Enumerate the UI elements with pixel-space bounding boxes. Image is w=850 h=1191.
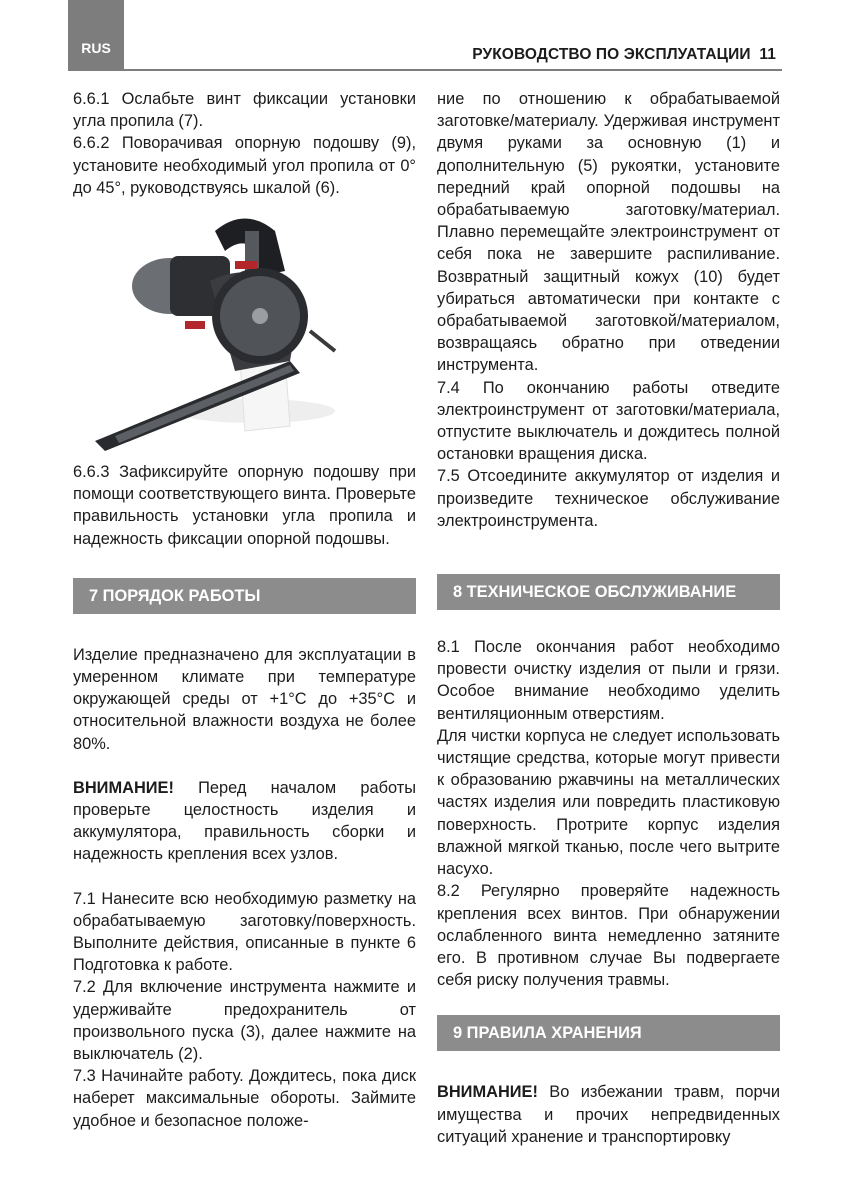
paragraph-6-6-1: 6.6.1 Ослабьте винт фиксации установки угла пропила (7). xyxy=(73,90,416,131)
header-divider xyxy=(68,69,782,71)
manual-title: РУКОВОДСТВО ПО ЭКСПЛУАТАЦИИ xyxy=(472,46,751,63)
paragraph-7-4: 7.4 По окончанию работы отведите электроинструмент от заготовки/материала, отпустите выключатель и дождитесь полной остановки вращения диска. xyxy=(437,378,780,464)
section-8-header: 8 ТЕХНИЧЕСКОЕ ОБСЛУЖИВАНИЕ xyxy=(437,574,780,610)
warning-label: ВНИМАНИЕ! xyxy=(73,778,174,797)
storage-warning-text: Во избежании травм, порчи имущества и прочих непредвиденных ситуаций хранение и транспортировку xyxy=(437,1083,780,1146)
section-7-header: 7 ПОРЯДОК РАБОТЫ xyxy=(73,578,416,614)
left-column xyxy=(73,88,416,1132)
paragraph-7-5: 7.5 Отсоедините аккумулятор от изделия и произведите техническое обслуживание электроинструмента. xyxy=(437,467,780,530)
paragraph-6-6-3: 6.6.3 Зафиксируйте опорную подошву при помощи соответствующего винта. Проверьте правильность установки угла пропила и надежность фиксации опорной подошвы. xyxy=(73,463,416,548)
paragraph-intro: Изделие предназначено для эксплуатации в умеренном климате при температуре окружающей среды от +1°С до +35°С и относительной влажности воздуха не более 80%. xyxy=(73,645,416,753)
paragraph-8-1: 8.1 После окончания работ необходимо провести очистку изделия от пыли и грязи. Особое внимание необходимо уделить вентиляционным отверстиям. xyxy=(437,638,780,723)
storage-warning-label: ВНИМАНИЕ! xyxy=(437,1083,538,1102)
paragraph-7-1: 7.1 Нанесите всю необходимую разметку на обрабатываемую заготовку/поверхность. Выполните действия, описанные в пункте 6 Подготовка к работе. xyxy=(73,889,416,975)
paragraph-7-3: 7.3 Начинайте работу. Дождитесь, пока диск наберет максимальные обороты. Займите удобное и безопасное положе- xyxy=(73,1067,416,1130)
language-label: RUS xyxy=(81,40,111,56)
page-number: 11 xyxy=(759,46,776,63)
paragraph-cleaning: Для чистки корпуса не следует использовать чистящие средства, которые могут привести к образованию ржавчины на металлических частях изделия или повредить пластиковую поверхность. Протрите корпус изделия влажной мягкой тканью, после чего вытрите насухо. xyxy=(437,726,781,879)
right-column xyxy=(437,88,780,1148)
paragraph-8-2: 8.2 Регулярно проверяйте надежность крепления всех винтов. При обнаружении ослабленного винта немедленно затяните его. В противном случае Вы подвергаете себя риску получения травмы. xyxy=(437,882,780,990)
language-tab xyxy=(68,0,124,70)
paragraph-7-2: 7.2 Для включение инструмента нажмите и удерживайте предохранитель от произвольного пуска (3), далее нажмите на выключатель (2). xyxy=(73,978,416,1064)
warning-paragraph xyxy=(73,777,416,866)
paragraph-7-3-cont: ние по отношению к обрабатываемой заготовке/материалу. Удерживая инструмент двумя руками за основную (1) и дополнительную (5) рукоятки, установите передний край опорной подошвы на обрабатываемую заготовку/материал. Плавно перемещайте электроинструмент от себя пока не завершите распиливание. Возвратный защитный кожух (10) будет убираться автоматически при контакте с обрабатываемой заготовкой/материалом, возвращаясь обратно при отведении инструмента. xyxy=(437,90,780,375)
paragraph-6-6-2: 6.6.2 Поворачивая опорную подошву (9), установите необходимый угол пропила от 0° до 45°, руководствуясь шкалой (6). xyxy=(73,134,416,197)
circular-saw-photo xyxy=(75,211,395,451)
warning-text: Перед началом работы проверьте целостность изделия и аккумулятора, правильность сборки и надежность крепления всех узлов. xyxy=(73,778,416,864)
page-header xyxy=(472,46,776,64)
storage-warning-paragraph xyxy=(437,1081,780,1148)
section-9-header: 9 ПРАВИЛА ХРАНЕНИЯ xyxy=(437,1015,780,1051)
